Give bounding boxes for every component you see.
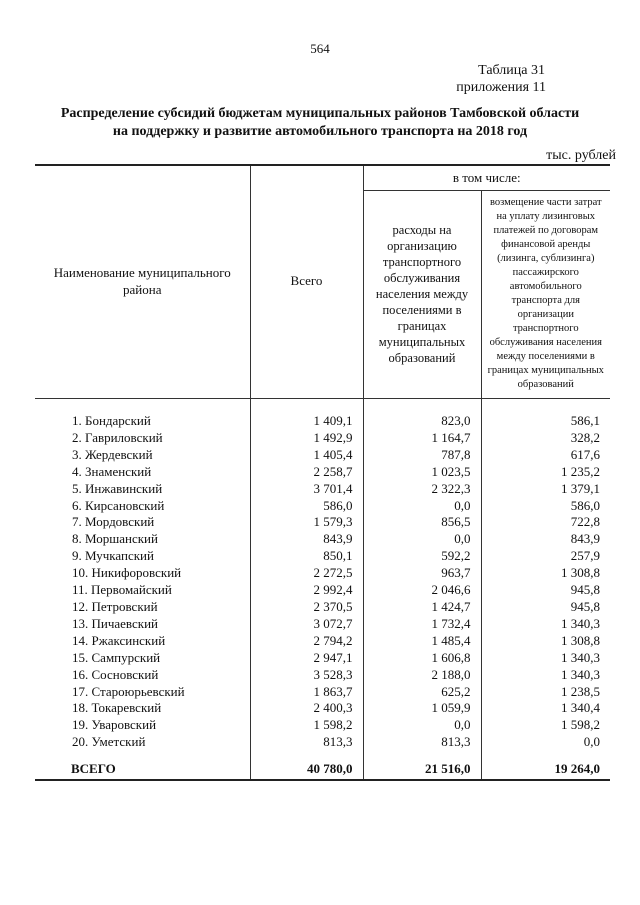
row-col4: 945,8 [481,599,610,616]
table-row [35,447,610,464]
row-total: 2 258,7 [250,464,363,481]
row-col4: 586,0 [481,498,610,515]
district-name: 5. Инжавинский [72,480,163,496]
row-col3: 1 485,4 [363,633,481,650]
district-name: 16. Сосновский [72,666,159,682]
table-row [35,734,610,751]
row-col3: 1 606,8 [363,650,481,667]
table-row [35,464,610,481]
table-row [35,399,610,430]
district-name: 6. Кирсановский [72,497,165,513]
row-col4: 1 308,8 [481,565,610,582]
district-name: 3. Жердевский [72,446,153,462]
row-col4: 617,6 [481,447,610,464]
annex-label: приложения 11 [456,80,546,95]
row-total: 2 400,3 [250,700,363,717]
table-row [35,430,610,447]
row-col4: 1 238,5 [481,684,610,701]
row-col4: 1 308,8 [481,633,610,650]
table-row [35,717,610,734]
row-col4: 1 340,3 [481,616,610,633]
table-row [35,514,610,531]
district-name: 15. Сампурский [72,649,161,665]
table-body [35,399,610,752]
row-total: 2 794,2 [250,633,363,650]
row-col3: 0,0 [363,717,481,734]
row-total: 850,1 [250,548,363,565]
row-total: 3 528,3 [250,667,363,684]
district-name: 19. Уваровский [72,717,157,733]
subsidy-table [35,164,610,781]
table-row [35,599,610,616]
row-total: 1 863,7 [250,684,363,701]
row-total: 3 072,7 [250,616,363,633]
row-col3: 1 059,9 [363,700,481,717]
district-name: 13. Пичаевский [72,615,158,631]
row-col3: 1 023,5 [363,464,481,481]
row-col3: 0,0 [363,531,481,548]
row-total: 2 992,4 [250,582,363,599]
row-total: 1 579,3 [250,514,363,531]
table-row [35,498,610,515]
totals-row [35,751,610,780]
district-name: 20. Уметский [72,734,146,750]
district-name: 18. Токаревский [72,700,162,716]
table-row [35,684,610,701]
row-col4: 1 598,2 [481,717,610,734]
row-col4: 1 340,3 [481,667,610,684]
table-row [35,616,610,633]
row-col3: 813,3 [363,734,481,751]
table-row [35,667,610,684]
header-total: Всего [250,165,363,396]
row-col4: 1 340,4 [481,700,610,717]
document-title: Распределение субсидий бюджетам муниципальных районов Тамбовской области на поддержку и развитие автомобильного транспорта на 2018 год [60,106,580,139]
row-col4: 586,1 [481,399,610,430]
district-name: 1. Бондарский [72,413,151,428]
district-name: 7. Мордовский [72,514,155,530]
row-col4: 1 340,3 [481,650,610,667]
totals-label: ВСЕГО [35,751,250,780]
table-row [35,633,610,650]
row-col3: 0,0 [363,498,481,515]
totals-col3: 21 516,0 [363,751,481,780]
row-col4: 1 235,2 [481,464,610,481]
row-col3: 823,0 [363,399,481,430]
district-name: 4. Знаменский [72,463,152,479]
district-name: 17. Староюрьевский [72,683,185,699]
table-row [35,548,610,565]
table-row [35,650,610,667]
row-total: 813,3 [250,734,363,751]
district-name: 11. Первомайский [72,582,172,598]
row-total: 3 701,4 [250,481,363,498]
table-row [35,700,610,717]
header-col4: возмещение части затрат на уплату лизинговых платежей по договорам финансовой аренды (лизинга, сублизинга) пассажирского автомобильного транспорта для организации транспортного обслуживания населения между поселениями в границах муниципальных образований [481,191,610,397]
district-name: 9. Мучкапский [72,548,154,564]
row-col3: 2 046,6 [363,582,481,599]
header-including: в том числе: [363,165,610,191]
row-col4: 328,2 [481,430,610,447]
district-name: 12. Петровский [72,598,158,614]
row-col4: 722,8 [481,514,610,531]
totals-col4: 19 264,0 [481,751,610,780]
table-row [35,531,610,548]
district-name: 2. Гавриловский [72,429,163,445]
row-total: 843,9 [250,531,363,548]
row-total: 586,0 [250,498,363,515]
table-label: Таблица 31 [478,63,545,78]
row-col3: 1 732,4 [363,616,481,633]
row-col4: 257,9 [481,548,610,565]
row-total: 2 370,5 [250,599,363,616]
header-col3: расходы на организацию транспортного обслуживания населения между поселениями в границах муниципальных образований [363,191,481,397]
row-col3: 1 424,7 [363,599,481,616]
row-total: 1 405,4 [250,447,363,464]
table-row [35,565,610,582]
table-row [35,481,610,498]
row-col4: 1 379,1 [481,481,610,498]
row-col3: 963,7 [363,565,481,582]
district-name: 14. Ржаксинский [72,632,166,648]
totals-total: 40 780,0 [250,751,363,780]
row-col3: 856,5 [363,514,481,531]
row-col4: 843,9 [481,531,610,548]
row-col3: 1 164,7 [363,430,481,447]
district-name: 8. Моршанский [72,531,158,547]
table-row [35,582,610,599]
row-total: 1 598,2 [250,717,363,734]
row-col3: 2 188,0 [363,667,481,684]
row-total: 2 272,5 [250,565,363,582]
units-label: тыс. рублей [546,148,616,163]
row-col4: 945,8 [481,582,610,599]
row-total: 1 409,1 [250,399,363,430]
row-col4: 0,0 [481,734,610,751]
row-col3: 787,8 [363,447,481,464]
row-total: 1 492,9 [250,430,363,447]
row-col3: 625,2 [363,684,481,701]
header-name: Наименование муниципального района [53,265,231,297]
row-total: 2 947,1 [250,650,363,667]
district-name: 10. Никифоровский [72,565,182,581]
row-col3: 592,2 [363,548,481,565]
row-col3: 2 322,3 [363,481,481,498]
page-number: 564 [310,41,330,56]
